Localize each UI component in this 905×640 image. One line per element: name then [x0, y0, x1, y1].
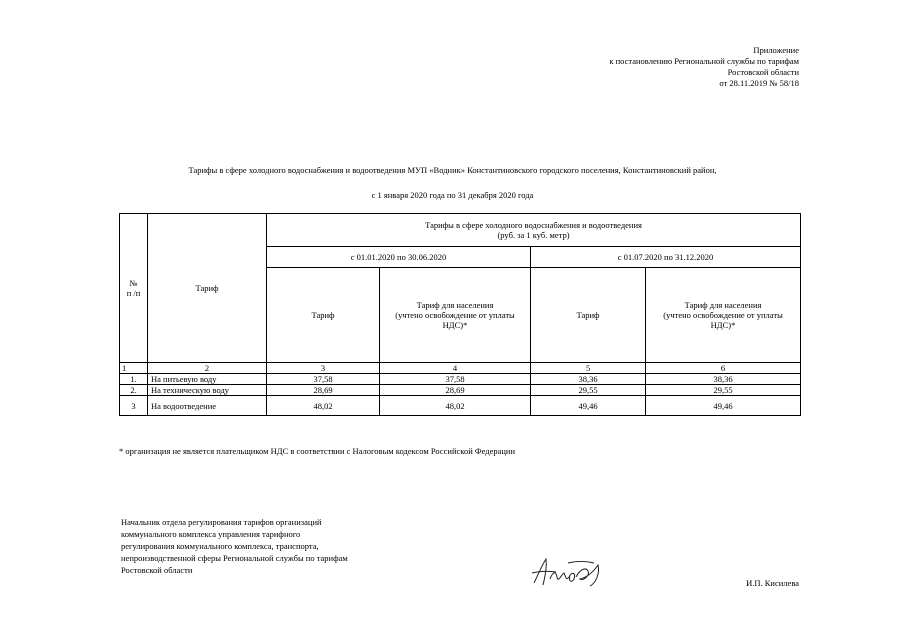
row-value: 28,69	[380, 385, 531, 396]
row-name: На питьевую воду	[148, 374, 267, 385]
head-position-line-5: Ростовской области	[121, 565, 193, 575]
header-group-line-1: Тарифы в сфере холодного водоснабжения и водоотведения	[425, 220, 642, 230]
subheader-tariff-2: Тариф	[531, 268, 646, 363]
appendix-line-3: Ростовской области	[727, 67, 799, 77]
head-position-line-4: непроизводственной сферы Региональной службы по тарифам	[121, 553, 348, 563]
header-group-line-2: (руб. за 1 куб. метр)	[497, 230, 570, 240]
row-number: 1.	[120, 374, 148, 385]
subheader-population-1-line-2: (учтено освобождение от уплаты	[395, 310, 515, 320]
index-cell: 1	[120, 363, 148, 374]
header-period-1: с 01.01.2020 по 30.06.2020	[267, 247, 531, 268]
index-cell: 4	[380, 363, 531, 374]
document-title: Тарифы в сфере холодного водоснабжения и водоотведения МУП «Водник» Константиновского городского поселения, Константиновский район,	[188, 165, 717, 175]
subheader-population-2-line-2: (учтено освобождение от уплаты	[663, 310, 783, 320]
row-number: 2.	[120, 385, 148, 396]
header-tariff: Тариф	[148, 214, 267, 363]
table-row	[120, 385, 801, 396]
index-row	[120, 363, 801, 374]
row-value: 29,55	[531, 385, 646, 396]
subheader-population-1-line-1: Тариф для населения	[416, 300, 494, 310]
index-cell: 6	[646, 363, 801, 374]
header-number-line-2: п /п	[126, 288, 141, 298]
subheader-population-2-line-3: НДС)*	[710, 320, 736, 330]
row-value: 48,02	[380, 396, 531, 416]
row-name: На водоотведение	[148, 396, 267, 416]
header-period-2: с 01.07.2020 по 31.12.2020	[531, 247, 801, 268]
row-value: 38,36	[531, 374, 646, 385]
subheader-tariff-1: Тариф	[267, 268, 380, 363]
row-number: 3	[120, 396, 148, 416]
subheader-population-2	[646, 268, 801, 363]
row-value: 28,69	[267, 385, 380, 396]
appendix-line-4: от 28.11.2019 № 58/18	[719, 78, 799, 88]
row-value: 49,46	[531, 396, 646, 416]
head-position-line-1: Начальник отдела регулирования тарифов организаций	[121, 517, 322, 527]
row-value: 49,46	[646, 396, 801, 416]
document-period: с 1 января 2020 года по 31 декабря 2020 года	[371, 190, 534, 200]
appendix-header	[609, 45, 799, 89]
table-row	[120, 396, 801, 416]
tariff-table	[119, 213, 801, 416]
index-cell: 3	[267, 363, 380, 374]
table-row	[120, 374, 801, 385]
signature-image	[528, 553, 608, 587]
head-position-line-2: коммунального комплекса управления тарифного	[121, 529, 301, 539]
row-value: 48,02	[267, 396, 380, 416]
row-value: 37,58	[267, 374, 380, 385]
header-number-line-1: №	[129, 278, 138, 288]
row-value: 37,58	[380, 374, 531, 385]
signer-name: И.П. Кисилева	[746, 578, 799, 588]
subheader-population-2-line-1: Тариф для населения	[684, 300, 762, 310]
subheader-population-1	[380, 268, 531, 363]
row-name: На техническую воду	[148, 385, 267, 396]
appendix-line-1: Приложение	[753, 45, 799, 55]
head-position-line-3: регулирования коммунального комплекса, транспорта,	[121, 541, 319, 551]
header-group	[267, 214, 801, 247]
appendix-line-2: к постановлению Региональной службы по тарифам	[609, 56, 799, 66]
header-number	[120, 214, 148, 363]
head-position	[121, 516, 348, 576]
vat-footnote: * организация не является плательщиком НДС в соответствии с Налоговым кодексом Российской Федерации	[119, 446, 516, 456]
index-cell: 5	[531, 363, 646, 374]
subheader-population-1-line-3: НДС)*	[442, 320, 468, 330]
row-value: 29,55	[646, 385, 801, 396]
index-cell: 2	[148, 363, 267, 374]
row-value: 38,36	[646, 374, 801, 385]
